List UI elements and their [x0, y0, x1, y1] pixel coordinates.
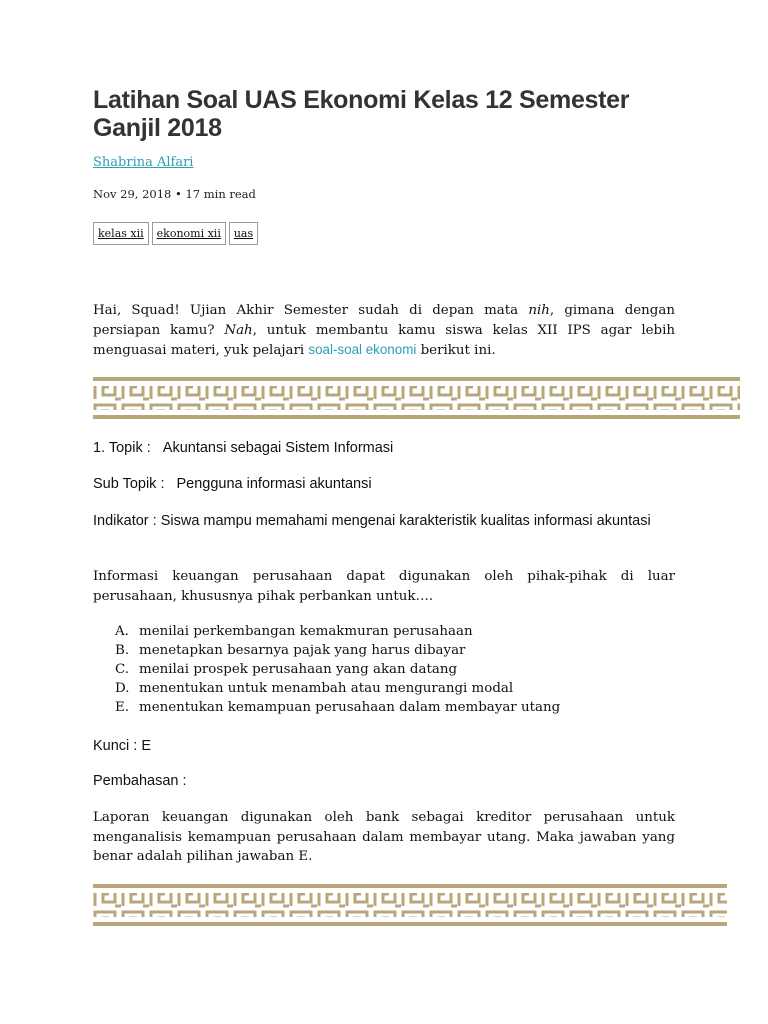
topic-value: Akuntansi sebagai Sistem Informasi — [162, 440, 394, 456]
option-text: menentukan untuk menambah atau mengurangi modal — [139, 681, 514, 696]
tag-label: uas — [233, 227, 254, 240]
discussion-label: Pembahasan : — [93, 773, 187, 789]
intro-italic: Nah — [224, 322, 253, 338]
discussion-text: Laporan keuangan digunakan oleh bank sebagai kreditor perusahaan untuk menganalisis kemampuan perusahaan dalam membayar utang. Maka jawaban yang benar adalah pilihan jawaban E. — [93, 810, 675, 864]
greek-key-border-bottom — [93, 884, 727, 926]
option-item — [93, 641, 560, 660]
topic-label: 1. Topik : — [93, 440, 151, 456]
subtopic-value: Pengguna informasi akuntansi — [176, 476, 372, 492]
intro-text: , gimana dengan persiapan kamu? — [93, 303, 675, 338]
intro-text: , untuk membantu kamu siswa kelas XII IPS agar lebih menguasai materi, yuk pelajari — [93, 322, 676, 358]
option-letter: E. — [115, 700, 130, 715]
intro-text: berikut ini. — [416, 343, 496, 358]
option-letter: A. — [115, 624, 129, 639]
author-link[interactable]: Shabrina Alfari — [93, 155, 194, 170]
option-text: menentukan kemampuan perusahaan dalam membayar utang — [139, 700, 561, 715]
greek-key-border-top — [93, 377, 740, 419]
tag-kelas-xii[interactable] — [93, 222, 149, 245]
topic-line — [93, 439, 675, 459]
option-item — [93, 622, 560, 641]
indicator-text: Indikator : Siswa mampu memahami mengenai karakteristik kualitas informasi akuntasi — [93, 513, 651, 529]
subtopic-label: Sub Topik : — [93, 476, 165, 492]
option-item — [93, 660, 560, 679]
question-stem: Informasi keuangan perusahaan dapat digunakan oleh pihak-pihak di luar perusahaan, khususnya pihak perbankan untuk…. — [93, 569, 675, 604]
option-letter: B. — [115, 643, 130, 658]
intro-text: Hai, Squad! Ujian Akhir Semester sudah di depan mata — [93, 303, 529, 318]
article-title: Latihan Soal UAS Ekonomi Kelas 12 Semester Ganjil 2018 — [93, 86, 630, 142]
answer-key: Kunci : E — [93, 738, 152, 754]
tag-label: kelas xii — [98, 227, 144, 240]
option-text: menilai prospek perusahaan yang akan datang — [139, 662, 458, 677]
intro-paragraph — [93, 301, 675, 361]
tag-ekonomi-xii[interactable] — [152, 222, 226, 245]
option-letter: D. — [115, 681, 130, 696]
tag-uas[interactable] — [229, 222, 258, 245]
soal-ekonomi-link[interactable]: soal-soal ekonomi — [308, 342, 417, 357]
subtopic-line — [93, 475, 675, 495]
option-letter: C. — [115, 662, 130, 677]
option-item — [93, 679, 560, 698]
answer-options — [93, 622, 560, 717]
tag-list — [93, 222, 258, 245]
tag-label: ekonomi xii — [156, 227, 221, 240]
option-text: menilai perkembangan kemakmuran perusahaan — [139, 624, 473, 639]
article-meta: Nov 29, 2018 • 17 min read — [93, 187, 256, 201]
option-item — [93, 698, 560, 717]
option-text: menetapkan besarnya pajak yang harus dibayar — [139, 643, 466, 658]
intro-italic: nih — [528, 303, 550, 318]
